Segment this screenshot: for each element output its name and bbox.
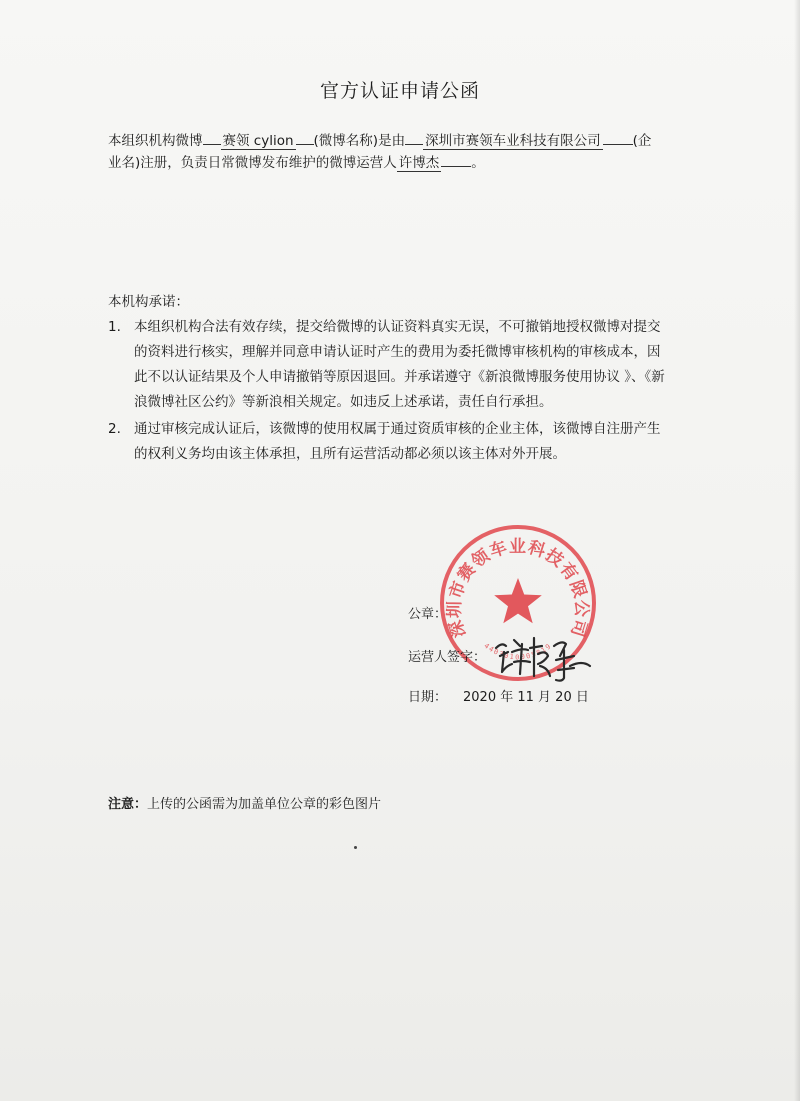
scan-speck	[354, 846, 357, 849]
blank-line	[603, 144, 633, 145]
blank-line	[296, 144, 314, 145]
blank-line	[405, 144, 423, 145]
intro-text-5: 。	[471, 155, 485, 171]
document-title: 官方认证申请公函	[319, 80, 480, 102]
blank-line	[441, 166, 471, 167]
pledge-heading: 本机构承诺：	[108, 294, 189, 310]
pledge-item-2	[108, 417, 668, 467]
note-label: 注意：	[108, 797, 148, 812]
pledge-number: 1.	[108, 319, 121, 335]
seal-label: 公章：	[408, 607, 448, 622]
date-row	[408, 686, 589, 705]
note-row	[108, 793, 381, 812]
pledge-item-1	[108, 315, 668, 415]
pledge-text: 本组织机构合法有效存续，提交给微博的认证资料真实无误，不可撤销地授权微博对提交的资料进行核实，理解并同意申请认证时产生的费用为委托微博审核机构的审核成本，因此不以认证结果及个人申请撤销等原因退回。并承诺遵守《新浪微博服务使用协议 》、《新浪微博社区公约》等新浪相关规定。如违反上述承诺，责任自行承担。	[134, 319, 665, 410]
intro-text-2: (微博名称)是由	[313, 133, 406, 149]
note-text: 上传的公函需为加盖单位公章的彩色图片	[147, 797, 382, 812]
intro-text-4: 业名)注册，负责日常微博发布维护的微博运营人	[108, 155, 397, 171]
pledge-text: 通过审核完成认证后，该微博的使用权属于通过资质审核的企业主体，该微博自注册产生的权利义务均由该主体承担，且所有运营活动都必须以该主体对外开展。	[134, 421, 661, 462]
handwritten-signature	[492, 626, 592, 686]
date-value: 2020 年 11 月 20 日	[463, 690, 589, 705]
operator-name: 许博杰	[398, 155, 440, 171]
seal-star-icon	[494, 578, 542, 623]
blank-line	[203, 144, 221, 145]
seal-company-text: 深圳市赛领车业科技有限公司	[444, 536, 592, 640]
company-name: 深圳市赛领车业科技有限公司	[425, 133, 601, 149]
pledge-number: 2.	[108, 421, 121, 437]
signer-label: 运营人签字：	[408, 650, 487, 665]
intro-paragraph	[108, 130, 668, 174]
date-label: 日期：	[408, 690, 448, 705]
page-edge-shadow	[794, 0, 800, 1101]
intro-text-1: 本组织机构微博	[108, 133, 203, 149]
weibo-name: 赛领 cylion	[222, 133, 294, 149]
seal-code-text: 4403010005819	[482, 641, 554, 662]
intro-text-3: (企	[632, 133, 652, 149]
